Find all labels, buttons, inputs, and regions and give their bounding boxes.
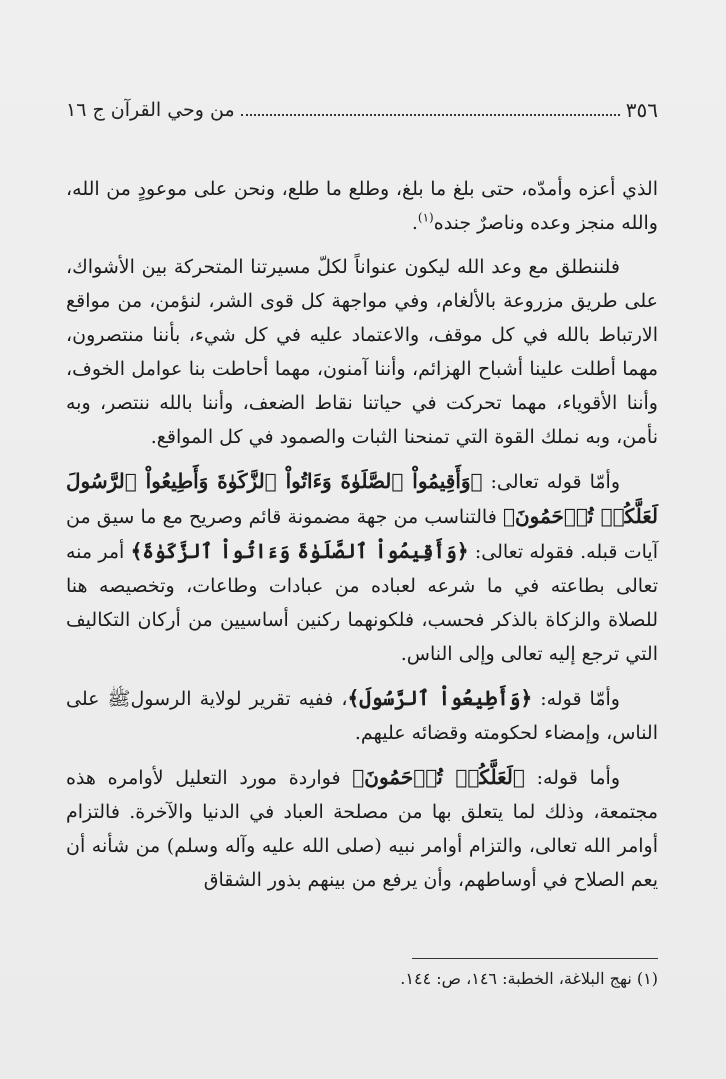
paragraph-text: الذي أعزه وأمدّه، حتى بلغ ما بلغ، وطلع ما طلع، ونحن على موعودٍ من الله، والله منجز وعده وناصرٌ جنده (66, 178, 658, 234)
paragraph-intro: وأمّا قوله تعالى: (482, 471, 620, 493)
footnote (66, 966, 658, 992)
paragraph-text-end: . (411, 212, 418, 234)
footnote-separator (412, 958, 658, 959)
paragraph-3 (66, 464, 658, 671)
paragraph-text: فواردة مورد التعليل لأوامره هذه مجتمعة، وذلك لما يتعلق بها من مصلحة العباد في الدنيا والآخرة. فالتزام أوامر الله تعالى، والتزام أوامر نبيه (صلى الله عليه وآله وسلم) من شأنه أن يعم الصلاح في أوساطهم، وأن يرفع من بينهم بذور الشقاق (66, 767, 658, 891)
footnote-marker: (١) (417, 210, 434, 225)
paragraph-text: ، ففيه تقرير لولاية الرسول (130, 688, 348, 710)
paragraph-intro: وأما قوله: (524, 767, 621, 789)
paragraph-1 (66, 172, 658, 240)
paragraph-text: فالتناسب من جهة مضمونة قائم وصريح مع ما سيق من آيات قبله. فقوله تعالى: (66, 506, 658, 563)
quran-verse: ﴿وَأَقِيمُواْ ٱلصَّلَوٰةَ وَءَاتُواْ ٱلزَّكَوٰةَ﴾ (130, 539, 469, 563)
paragraph-text: فلننطلق مع وعد الله ليكون عنواناً لكلّ مسيرتنا المتحركة بين الأشواك، على طريق مزروعة بالألغام، وفي مواجهة كل قوى الشر، لنؤمن، من مواقع الارتباط بالله في كل موقف، والاعتماد عليه في كل شيء، بأننا منتصرون، مهما أطلت علينا أشباح الهزائم، وأننا آمنون، مهما أحاطت بنا عوامل الخوف، وأننا الأقوياء، مهما تحركت في حياتنا نقاط الضعف، وأننا بالله ننتصر، وبه نأمن، وبه نملك القوة التي تمنحنا الثبات والصمود في كل المواقع. (66, 256, 658, 448)
running-title: من وحي القرآن ج ١٦ (66, 99, 235, 121)
footnote-text: نهج البلاغة، الخطبة: ١٤٦، ص: ١٤٤. (400, 969, 632, 988)
page-number: ٣٥٦ (625, 98, 658, 122)
page-header (66, 92, 658, 122)
main-text (66, 172, 658, 907)
quran-verse: ﴿وَأَطِيعُواْ ٱلرَّسُولَ﴾ (347, 686, 533, 710)
paragraph-2 (66, 250, 658, 454)
quran-verse: ﴿لَعَلَّكُمۡ تُرۡحَمُونَ﴾ (352, 765, 525, 789)
quran-verse: ﴿وَأَقِيمُواْ ٱلصَّلَوٰةَ وَءَاتُواْ ٱلزَّكَوٰةَ وَأَطِيعُواْ ٱلرَّسُولَ لَعَلَّكُمۡ تُرۡحَمُونَ﴾ (66, 469, 658, 528)
salawat-symbol: ﷺ (107, 688, 131, 710)
paragraph-text: أمر منه تعالى بطاعته في ما شرعه لعباده من عبادات وطاعات، وتخصيصه هنا للصلاة والزكاة بالذكر فحسب، فلكونهما ركنين أساسيين من أركان التكاليف التي ترجع إليه تعالى وإلى الناس. (66, 541, 658, 665)
header-dot-leader (241, 113, 620, 116)
paragraph-5 (66, 760, 658, 897)
footnote-number: (١) (636, 969, 658, 988)
paragraph-text: على الناس، وإمضاء لحكومته وقضائه عليهم. (66, 688, 658, 744)
paragraph-intro: وأمّا قوله: (532, 688, 620, 710)
paragraph-4 (66, 681, 658, 750)
